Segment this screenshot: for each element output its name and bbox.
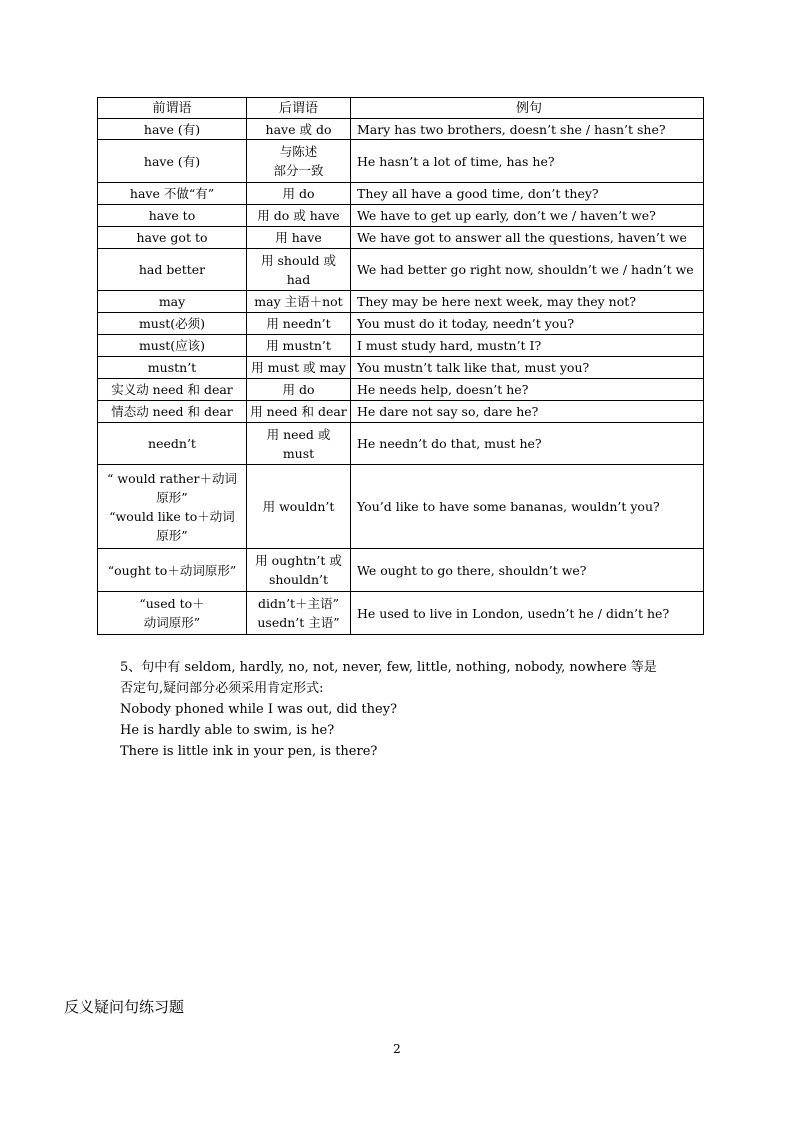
- post-predicate-cell-line: 用 do: [282, 186, 315, 201]
- pre-predicate-cell-line: have (有): [143, 153, 201, 169]
- pre-predicate-cell-line: had better: [138, 262, 206, 277]
- example-sentence: Nobody phoned while I was out, did they?: [120, 702, 398, 717]
- example-cell: We have to get up early, don’t we / haven’t we?: [351, 205, 704, 227]
- table-row: [98, 465, 704, 549]
- table-row: [98, 379, 704, 401]
- table-row: [98, 119, 704, 140]
- example-cell: They all have a good time, don’t they?: [351, 183, 704, 205]
- pre-predicate-cell: [98, 423, 247, 465]
- post-predicate-cell-line: shouldn’t: [268, 572, 329, 587]
- example-cell: You’d like to have some bananas, wouldn’t you?: [351, 465, 704, 549]
- post-predicate-cell: [247, 119, 351, 140]
- pre-predicate-cell: [98, 379, 247, 401]
- post-predicate-cell-line: 用 have: [275, 230, 322, 245]
- pre-predicate-cell: [98, 465, 247, 549]
- section-title: 反义疑问句练习题: [64, 998, 185, 1016]
- pre-predicate-cell-line: have 不做“有”: [129, 186, 215, 201]
- tag-question-table: [97, 97, 704, 635]
- pre-predicate-cell: [98, 335, 247, 357]
- post-predicate-cell: [247, 227, 351, 249]
- table-header-row: [98, 98, 704, 119]
- table-row: [98, 313, 704, 335]
- post-predicate-cell-line: had: [286, 271, 311, 287]
- post-predicate-cell-line: 用 need 或: [266, 426, 331, 442]
- example-cell: You mustn’t talk like that, must you?: [351, 357, 704, 379]
- table-row: [98, 249, 704, 291]
- pre-predicate-cell-line: 实义动 need 和 dear: [111, 382, 233, 397]
- example-cell: He used to live in London, usedn’t he / didn’t he?: [351, 592, 704, 635]
- post-predicate-cell: [247, 549, 351, 592]
- post-predicate-cell-line: may 主语＋not: [254, 294, 343, 309]
- example-cell: He needn’t do that, must he?: [351, 423, 704, 465]
- post-predicate-cell-line: usedn’t 主语”: [257, 615, 340, 630]
- pre-predicate-cell-line: 原形”: [156, 489, 188, 505]
- post-predicate-cell: [247, 183, 351, 205]
- post-predicate-cell: [247, 592, 351, 635]
- table-row: [98, 549, 704, 592]
- table-row: [98, 291, 704, 313]
- pre-predicate-cell-line: “used to＋: [139, 596, 205, 611]
- header-post-predicate: 后谓语: [247, 98, 351, 119]
- post-predicate-cell-line: 用 do: [282, 382, 315, 397]
- pre-predicate-cell-line: may: [158, 294, 186, 309]
- example-cell: Mary has two brothers, doesn’t she / hasn’t she?: [351, 119, 704, 140]
- post-predicate-cell-line: 与陈述: [279, 144, 318, 159]
- pre-predicate-cell: [98, 313, 247, 335]
- pre-predicate-cell-line: “would like to＋动词: [109, 508, 235, 524]
- post-predicate-cell-line: 用 need 和 dear: [250, 404, 347, 419]
- pre-predicate-cell-line: “ would rather＋动词: [107, 470, 237, 486]
- post-predicate-cell-line: 用 mustn’t: [266, 338, 331, 353]
- example-cell: We have got to answer all the questions, haven’t we: [351, 227, 704, 249]
- notes-block: [120, 657, 720, 762]
- table-row: [98, 423, 704, 465]
- post-predicate-cell: [247, 140, 351, 183]
- post-predicate-cell: [247, 357, 351, 379]
- pre-predicate-cell: [98, 592, 247, 635]
- pre-predicate-cell: [98, 549, 247, 592]
- example-cell: He dare not say so, dare he?: [351, 401, 704, 423]
- post-predicate-cell: [247, 423, 351, 465]
- post-predicate-cell-line: 用 do 或 have: [257, 208, 340, 223]
- pre-predicate-cell-line: 情态动 need 和 dear: [111, 404, 233, 419]
- post-predicate-cell: [247, 401, 351, 423]
- example-sentence: He is hardly able to swim, is he?: [120, 723, 335, 738]
- table-row: [98, 205, 704, 227]
- pre-predicate-cell-line: “ought to＋动词原形”: [107, 562, 237, 578]
- post-predicate-cell: [247, 205, 351, 227]
- table-row: [98, 401, 704, 423]
- table-row: [98, 592, 704, 635]
- rule-line-1: 5、句中有 seldom, hardly, no, not, never, few, little, nothing, nobody, nowhere 等是: [120, 660, 657, 675]
- post-predicate-cell: [247, 335, 351, 357]
- pre-predicate-cell: [98, 401, 247, 423]
- pre-predicate-cell: [98, 205, 247, 227]
- table-row: [98, 227, 704, 249]
- table-row: [98, 357, 704, 379]
- post-predicate-cell-line: must: [282, 445, 315, 461]
- example-cell: He needs help, doesn’t he?: [351, 379, 704, 401]
- rule-line-2: 否定句,疑问部分必须采用肯定形式:: [120, 681, 324, 696]
- post-predicate-cell: [247, 313, 351, 335]
- post-predicate-cell: [247, 379, 351, 401]
- page-number: 2: [393, 1042, 401, 1056]
- pre-predicate-cell-line: have (有): [143, 121, 201, 137]
- pre-predicate-cell-line: must(必须): [138, 316, 206, 331]
- example-cell: You must do it today, needn’t you?: [351, 313, 704, 335]
- pre-predicate-cell-line: have got to: [136, 230, 208, 245]
- post-predicate-cell-line: 用 oughtn’t 或: [255, 553, 342, 568]
- pre-predicate-cell: [98, 291, 247, 313]
- pre-predicate-cell-line: must(应该): [138, 338, 206, 353]
- pre-predicate-cell: [98, 119, 247, 140]
- pre-predicate-cell: [98, 183, 247, 205]
- post-predicate-cell-line: 用 should 或: [261, 252, 336, 268]
- table-row: [98, 335, 704, 357]
- post-predicate-cell-line: 部分一致: [273, 163, 324, 178]
- example-cell: He hasn’t a lot of time, has he?: [351, 140, 704, 183]
- example-cell: I must study hard, mustn’t I?: [351, 335, 704, 357]
- pre-predicate-cell-line: mustn’t: [147, 360, 197, 375]
- pre-predicate-cell-line: 原形”: [156, 527, 188, 543]
- pre-predicate-cell: [98, 249, 247, 291]
- table-row: [98, 183, 704, 205]
- example-cell: We ought to go there, shouldn’t we?: [351, 549, 704, 592]
- header-example: 例句: [351, 98, 704, 119]
- post-predicate-cell-line: 用 must 或 may: [251, 360, 346, 375]
- example-cell: We had better go right now, shouldn’t we / hadn’t we: [351, 249, 704, 291]
- pre-predicate-cell-line: 动词原形”: [143, 615, 201, 630]
- post-predicate-cell: [247, 291, 351, 313]
- post-predicate-cell: [247, 465, 351, 549]
- pre-predicate-cell: [98, 140, 247, 183]
- post-predicate-cell-line: 用 wouldn’t: [262, 499, 335, 514]
- header-pre-predicate: 前谓语: [98, 98, 247, 119]
- post-predicate-cell-line: have 或 do: [265, 121, 332, 137]
- post-predicate-cell-line: didn’t＋主语”: [258, 596, 339, 611]
- pre-predicate-cell-line: needn’t: [148, 436, 196, 451]
- example-cell: They may be here next week, may they not?: [351, 291, 704, 313]
- post-predicate-cell-line: 用 needn’t: [266, 316, 331, 331]
- example-sentence: There is little ink in your pen, is there?: [120, 744, 378, 759]
- pre-predicate-cell: [98, 357, 247, 379]
- table-row: [98, 140, 704, 183]
- pre-predicate-cell-line: have to: [148, 208, 196, 223]
- post-predicate-cell: [247, 249, 351, 291]
- pre-predicate-cell: [98, 227, 247, 249]
